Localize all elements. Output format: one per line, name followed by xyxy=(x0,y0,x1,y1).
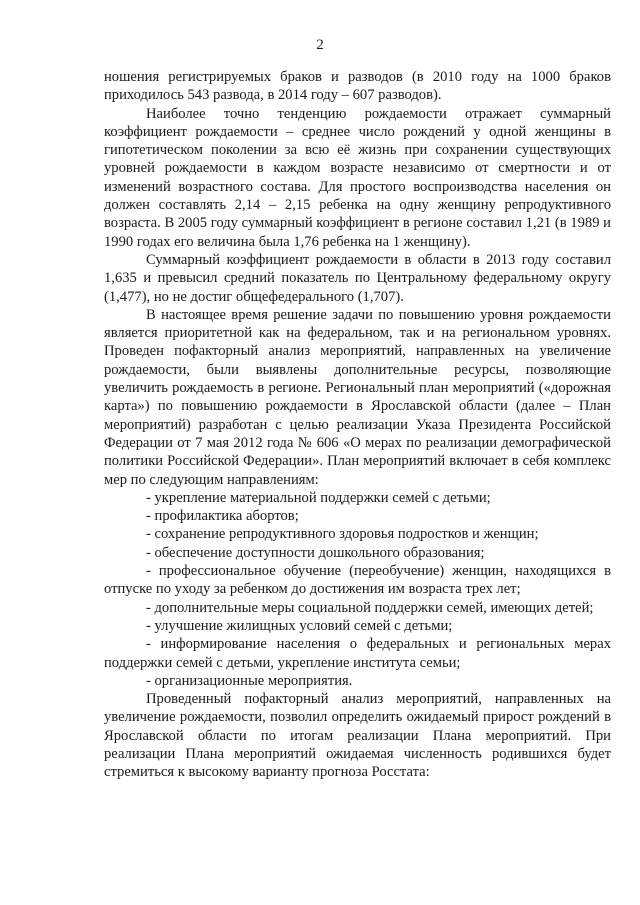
list-item: - укрепление материальной поддержки семей с детьми; xyxy=(146,489,491,506)
list-item: - профилактика абортов; xyxy=(146,508,299,525)
document-body xyxy=(104,68,611,782)
paragraph-fertility-rate-definition: Наиболее точно тенденцию рождаемости отражает суммарный коэффициент рождаемости – среднее число рождений у одной женщины в гипотетическом поколении за всю её жизнь при сохранении существующих уровней рождаемости в каждом возрасте независимо от смертности и от изменений возрастного состава. Для простого воспроизводства населения он должен составлять 2,14 – 2,15 ребенка на одну женщину репродуктивного возраста. В 2005 году суммарный коэффициент в регионе составил 1,21 (в 1989 и 1990 годах его величина была 1,76 ребенка на 1 женщину). xyxy=(104,105,611,250)
measures-list xyxy=(104,489,611,690)
list-item: - дополнительные меры социальной поддержки семей, имеющих детей; xyxy=(146,599,594,616)
list-item: - информирование населения о федеральных и региональных мерах поддержки семей с детьми, укрепление института семьи; xyxy=(104,636,611,671)
paragraph-fertility-rate-2013: Суммарный коэффициент рождаемости в области в 2013 году составил 1,635 и превысил средний показатель по Центральному федеральному округу (1,477), но не достиг общефедерального (1,707). xyxy=(104,251,611,305)
list-item: - обеспечение доступности дошкольного образования; xyxy=(146,544,485,561)
list-item: - организационные мероприятия. xyxy=(146,672,353,689)
list-item: - сохранение репродуктивного здоровья подростков и женщин; xyxy=(146,526,539,543)
paragraph-expected-growth: Проведенный пофакторный анализ мероприятий, направленных на увеличение рождаемости, позволил определить ожидаемый прирост рождений в Ярославской области по итогам реализации Плана мероприятий. При реализации Плана мероприятий ожидаемая численность родившихся будет стремиться к высокому варианту прогноза Росстата: xyxy=(104,691,611,781)
page-number: 2 xyxy=(316,37,324,53)
list-item: - профессиональное обучение (переобучение) женщин, находящихся в отпуске по уходу за ребенком до достижения им возраста трех лет; xyxy=(104,563,611,598)
paragraph-continuation: ношения регистрируемых браков и разводов (в 2010 году на 1000 браков приходилось 543 развода, в 2014 году – 607 разводов). xyxy=(104,69,611,104)
paragraph-action-plan: В настоящее время решение задачи по повышению уровня рождаемости является приоритетной как на федеральном, так и на региональном уровнях. Проведен пофакторный анализ мероприятий, направленных на увеличение рождаемости, были выявлены дополнительные ресурсы, позволяющие увеличить рождаемость в регионе. Региональный план мероприятий («дорожная карта») по повышению рождаемости в Ярославской области (далее – План мероприятий) разработан с целью реализации Указа Президента Российской Федерации от 7 мая 2012 года № 606 «О мерах по реализации демографической политики Российской Федерации». План мероприятий включает в себя комплекс мер по следующим направлениям: xyxy=(104,306,611,488)
list-item: - улучшение жилищных условий семей с детьми; xyxy=(146,617,453,634)
